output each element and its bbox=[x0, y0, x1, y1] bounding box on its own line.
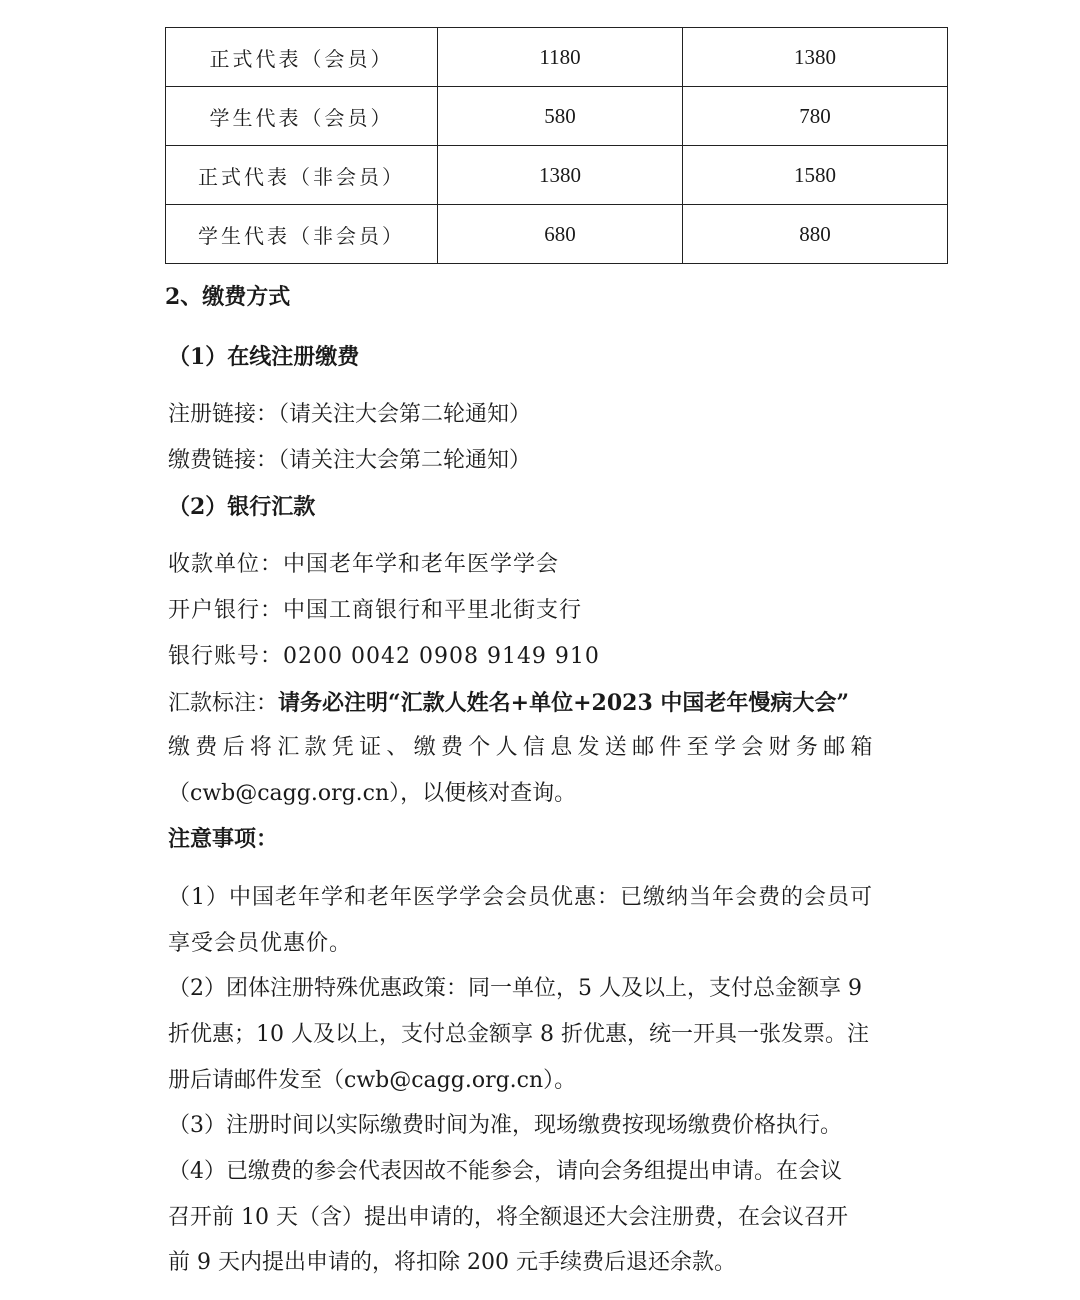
table-row bbox=[166, 205, 948, 264]
early-fee-cell: 1380 bbox=[438, 146, 683, 205]
late-fee-cell: 1580 bbox=[683, 146, 948, 205]
notes-heading: 注意事项： bbox=[168, 826, 279, 852]
category-cell: 正式代表（非会员） bbox=[166, 146, 438, 205]
online-registration-heading: （1）在线注册缴费 bbox=[168, 344, 360, 370]
remark-value: 请务必注明“汇款人姓名+单位+2023 中国老年慢病大会” bbox=[278, 690, 850, 716]
note-1-line-1: （1）中国老年学和老年医学学会会员优惠：已缴纳当年会费的会员可 bbox=[168, 885, 873, 910]
early-fee-cell: 680 bbox=[438, 205, 683, 264]
late-fee-cell: 1380 bbox=[683, 28, 948, 87]
remittance-remark bbox=[168, 688, 849, 719]
payee-text: 收款单位：中国老年学和老年医学学会 bbox=[168, 552, 560, 577]
note-2-line-2: 折优惠；10 人及以上，支付总金额享 8 折优惠，统一开具一张发票。注 bbox=[168, 1022, 869, 1047]
note-3-line: （3）注册时间以实际缴费时间为准，现场缴费按现场缴费价格执行。 bbox=[168, 1113, 842, 1138]
note-4-line-1: （4）已缴费的参会代表因故不能参会，请向会务组提出申请。在会议 bbox=[168, 1159, 842, 1184]
category-cell: 学生代表（会员） bbox=[166, 87, 438, 146]
note-2-line-1: （2）团体注册特殊优惠政策：同一单位，5 人及以上，支付总金额享 9 bbox=[168, 976, 862, 1001]
note-2-line-3: 册后请邮件发至（cwb@cagg.org.cn）。 bbox=[168, 1068, 577, 1093]
late-fee-cell: 780 bbox=[683, 87, 948, 146]
early-fee-cell: 580 bbox=[438, 87, 683, 146]
table-row bbox=[166, 87, 948, 146]
remark-label: 汇款标注： bbox=[168, 691, 279, 716]
payment-link-text: 缴费链接：（请关注大会第二轮通知） bbox=[168, 448, 532, 473]
account-number-text: 银行账号：0200 0042 0908 9149 910 bbox=[168, 644, 600, 669]
fee-table bbox=[165, 27, 948, 264]
table-row bbox=[166, 146, 948, 205]
after-payment-line-1: 缴费后将汇款凭证、缴费个人信息发送邮件至学会财务邮箱 bbox=[168, 735, 878, 760]
bank-transfer-heading: （2）银行汇款 bbox=[168, 494, 316, 520]
early-fee-cell: 1180 bbox=[438, 28, 683, 87]
note-4-line-3: 前 9 天内提出申请的，将扣除 200 元手续费后退还余款。 bbox=[168, 1250, 736, 1275]
note-1-line-2: 享受会员优惠价。 bbox=[168, 931, 353, 956]
category-cell: 正式代表（会员） bbox=[166, 28, 438, 87]
registration-link-text: 注册链接：（请关注大会第二轮通知） bbox=[168, 402, 532, 427]
category-cell: 学生代表（非会员） bbox=[166, 205, 438, 264]
late-fee-cell: 880 bbox=[683, 205, 948, 264]
bank-text: 开户银行：中国工商银行和平里北街支行 bbox=[168, 598, 583, 623]
table-row bbox=[166, 28, 948, 87]
payment-method-heading: 2、缴费方式 bbox=[165, 284, 291, 310]
note-4-line-2: 召开前 10 天（含）提出申请的，将全额退还大会注册费，在会议召开 bbox=[168, 1205, 848, 1230]
after-payment-line-2: （cwb@cagg.org.cn），以便核对查询。 bbox=[168, 781, 577, 806]
